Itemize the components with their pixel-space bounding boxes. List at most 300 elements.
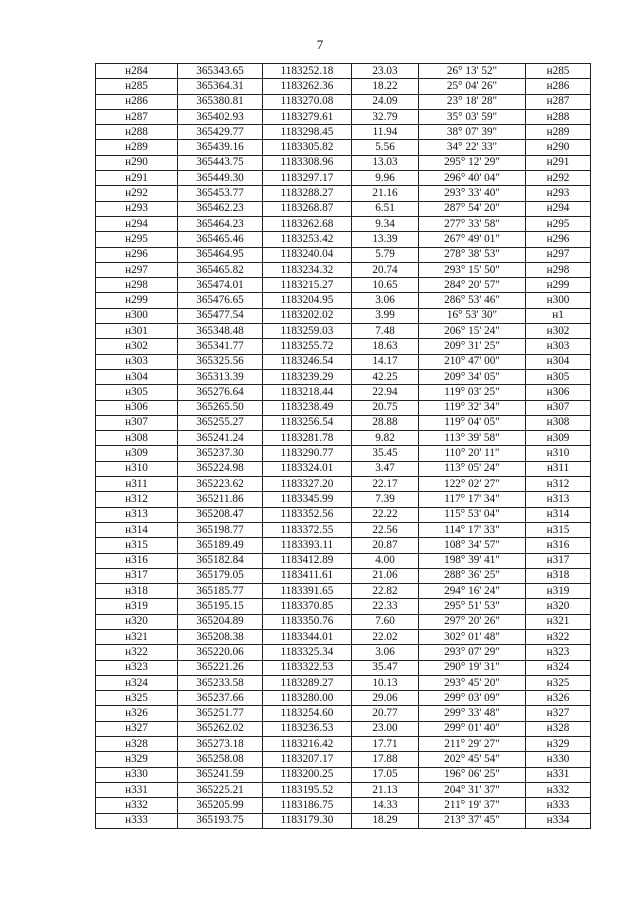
cell-direction-angle: 16° 53' 30" [419,308,526,323]
cell-direction-angle: 38° 07' 39" [419,125,526,140]
cell-coord-y: 1183234.32 [263,262,352,277]
cell-point-to: н296 [526,232,591,247]
cell-point-from: н290 [96,155,178,170]
cell-coord-y: 1183179.30 [263,813,352,828]
cell-coord-y: 1183195.52 [263,782,352,797]
cell-coord-x: 365224.98 [178,461,263,476]
cell-point-to: н306 [526,385,591,400]
cell-point-to: н287 [526,94,591,109]
cell-point-to: н312 [526,477,591,492]
cell-distance: 21.13 [352,782,419,797]
cell-point-to: н291 [526,155,591,170]
cell-distance: 23.03 [352,64,419,79]
cell-coord-x: 365449.30 [178,171,263,186]
cell-coord-x: 365364.31 [178,79,263,94]
cell-point-to: н293 [526,186,591,201]
cell-distance: 29.06 [352,691,419,706]
table-row [96,186,591,201]
cell-point-from: н297 [96,262,178,277]
cell-direction-angle: 210° 47' 00" [419,354,526,369]
table-row [96,767,591,782]
cell-point-to: н326 [526,691,591,706]
cell-coord-x: 365273.18 [178,737,263,752]
coordinates-table-body [96,64,591,829]
cell-coord-x: 365348.48 [178,324,263,339]
cell-distance: 3.99 [352,308,419,323]
table-row [96,431,591,446]
table-row [96,507,591,522]
cell-direction-angle: 108° 34' 57" [419,538,526,553]
table-row [96,538,591,553]
cell-distance: 21.16 [352,186,419,201]
cell-direction-angle: 119° 32' 34" [419,400,526,415]
cell-coord-y: 1183254.60 [263,706,352,721]
cell-coord-x: 365380.81 [178,94,263,109]
cell-distance: 17.88 [352,752,419,767]
cell-coord-y: 1183393.11 [263,538,352,553]
table-row [96,125,591,140]
cell-point-from: н330 [96,767,178,782]
cell-point-to: н328 [526,721,591,736]
cell-distance: 22.33 [352,599,419,614]
cell-coord-y: 1183262.36 [263,79,352,94]
cell-coord-x: 365251.77 [178,706,263,721]
cell-distance: 5.79 [352,247,419,262]
cell-coord-y: 1183238.49 [263,400,352,415]
cell-coord-x: 365262.02 [178,721,263,736]
cell-point-from: н329 [96,752,178,767]
cell-direction-angle: 299° 03' 09" [419,691,526,706]
cell-coord-x: 365453.77 [178,186,263,201]
cell-coord-x: 365241.24 [178,431,263,446]
cell-direction-angle: 299° 01' 40" [419,721,526,736]
cell-coord-x: 365464.23 [178,216,263,231]
cell-point-from: н320 [96,614,178,629]
cell-coord-x: 365343.65 [178,64,263,79]
cell-point-from: н301 [96,324,178,339]
cell-point-to: н295 [526,216,591,231]
cell-point-to: н324 [526,660,591,675]
cell-distance: 3.06 [352,645,419,660]
cell-distance: 7.60 [352,614,419,629]
cell-coord-y: 1183240.04 [263,247,352,262]
cell-point-from: н309 [96,446,178,461]
cell-distance: 9.96 [352,171,419,186]
cell-coord-x: 365465.82 [178,262,263,277]
cell-point-from: н294 [96,216,178,231]
cell-coord-x: 365189.49 [178,538,263,553]
cell-coord-x: 365208.47 [178,507,263,522]
cell-distance: 22.94 [352,385,419,400]
cell-coord-y: 1183325.34 [263,645,352,660]
cell-direction-angle: 297° 20' 26" [419,614,526,629]
cell-point-to: н327 [526,706,591,721]
cell-direction-angle: 119° 04' 05" [419,415,526,430]
cell-coord-x: 365465.46 [178,232,263,247]
cell-direction-angle: 209° 31' 25" [419,339,526,354]
cell-coord-y: 1183216.42 [263,737,352,752]
cell-coord-y: 1183308.96 [263,155,352,170]
cell-point-from: н288 [96,125,178,140]
cell-point-to: н334 [526,813,591,828]
cell-coord-x: 365402.93 [178,109,263,124]
table-row [96,339,591,354]
cell-point-from: н307 [96,415,178,430]
cell-coord-x: 365325.56 [178,354,263,369]
table-row [96,721,591,736]
cell-point-to: н292 [526,171,591,186]
cell-point-from: н289 [96,140,178,155]
cell-distance: 28.88 [352,415,419,430]
cell-coord-x: 365237.30 [178,446,263,461]
cell-coord-x: 365443.75 [178,155,263,170]
cell-direction-angle: 302° 01' 48" [419,629,526,644]
cell-point-from: н324 [96,675,178,690]
cell-point-from: н325 [96,691,178,706]
cell-coord-x: 365276.64 [178,385,263,400]
cell-point-from: н293 [96,201,178,216]
cell-distance: 10.65 [352,278,419,293]
table-row [96,140,591,155]
cell-point-from: н286 [96,94,178,109]
table-row [96,675,591,690]
cell-coord-y: 1183305.82 [263,140,352,155]
cell-point-from: н284 [96,64,178,79]
cell-point-from: н322 [96,645,178,660]
cell-point-to: н298 [526,262,591,277]
cell-coord-x: 365211.86 [178,492,263,507]
cell-coord-y: 1183268.87 [263,201,352,216]
cell-point-to: н294 [526,201,591,216]
cell-point-from: н298 [96,278,178,293]
table-row [96,64,591,79]
cell-point-from: н308 [96,431,178,446]
cell-distance: 7.39 [352,492,419,507]
cell-point-from: н311 [96,477,178,492]
table-row [96,752,591,767]
cell-direction-angle: 206° 15' 24" [419,324,526,339]
table-row [96,522,591,537]
cell-coord-y: 1183259.03 [263,324,352,339]
cell-coord-y: 1183252.18 [263,64,352,79]
cell-distance: 22.17 [352,477,419,492]
cell-direction-angle: 202° 45' 54" [419,752,526,767]
cell-distance: 17.71 [352,737,419,752]
cell-point-from: н314 [96,522,178,537]
cell-coord-y: 1183370.85 [263,599,352,614]
table-row [96,660,591,675]
cell-direction-angle: 122° 02' 27" [419,477,526,492]
cell-coord-x: 365439.16 [178,140,263,155]
cell-point-from: н313 [96,507,178,522]
cell-point-to: н316 [526,538,591,553]
table-row [96,691,591,706]
cell-coord-y: 1183297.17 [263,171,352,186]
cell-coord-x: 365265.50 [178,400,263,415]
cell-coord-x: 365255.27 [178,415,263,430]
cell-coord-y: 1183253.42 [263,232,352,247]
table-row [96,629,591,644]
cell-coord-y: 1183204.95 [263,293,352,308]
cell-coord-y: 1183391.65 [263,584,352,599]
cell-coord-x: 365476.65 [178,293,263,308]
cell-direction-angle: 294° 16' 24" [419,584,526,599]
cell-point-to: н309 [526,431,591,446]
cell-distance: 21.06 [352,568,419,583]
table-row [96,568,591,583]
cell-coord-y: 1183280.00 [263,691,352,706]
table-row [96,216,591,231]
cell-direction-angle: 293° 45' 20" [419,675,526,690]
cell-distance: 35.47 [352,660,419,675]
table-row [96,415,591,430]
cell-point-to: н307 [526,400,591,415]
cell-coord-y: 1183298.45 [263,125,352,140]
cell-direction-angle: 196° 06' 25" [419,767,526,782]
cell-coord-x: 365474.01 [178,278,263,293]
cell-point-from: н332 [96,798,178,813]
cell-distance: 32.79 [352,109,419,124]
cell-direction-angle: 284° 20' 57" [419,278,526,293]
cell-distance: 13.03 [352,155,419,170]
cell-direction-angle: 293° 07' 29" [419,645,526,660]
cell-point-from: н312 [96,492,178,507]
table-row [96,293,591,308]
cell-distance: 10.13 [352,675,419,690]
cell-direction-angle: 35° 03' 59" [419,109,526,124]
cell-coord-x: 365193.75 [178,813,263,828]
cell-point-to: н310 [526,446,591,461]
cell-point-from: н306 [96,400,178,415]
cell-coord-y: 1183411.61 [263,568,352,583]
table-row [96,369,591,384]
table-row [96,813,591,828]
table-row [96,171,591,186]
cell-distance: 20.77 [352,706,419,721]
table-row [96,155,591,170]
cell-point-from: н302 [96,339,178,354]
table-row [96,477,591,492]
cell-point-to: н313 [526,492,591,507]
cell-coord-y: 1183322.53 [263,660,352,675]
cell-point-to: н286 [526,79,591,94]
cell-direction-angle: 211° 19' 37" [419,798,526,813]
cell-coord-y: 1183255.72 [263,339,352,354]
cell-direction-angle: 293° 33' 40" [419,186,526,201]
cell-point-to: н303 [526,339,591,354]
table-row [96,782,591,797]
cell-coord-x: 365198.77 [178,522,263,537]
cell-direction-angle: 204° 31' 37" [419,782,526,797]
cell-point-from: н304 [96,369,178,384]
cell-distance: 18.22 [352,79,419,94]
cell-point-to: н320 [526,599,591,614]
cell-distance: 22.02 [352,629,419,644]
cell-point-from: н319 [96,599,178,614]
cell-point-from: н331 [96,782,178,797]
cell-coord-x: 365223.62 [178,477,263,492]
cell-direction-angle: 286° 53' 46" [419,293,526,308]
cell-coord-y: 1183246.54 [263,354,352,369]
cell-coord-x: 365477.54 [178,308,263,323]
cell-coord-x: 365205.99 [178,798,263,813]
cell-point-from: н296 [96,247,178,262]
cell-direction-angle: 209° 34' 05" [419,369,526,384]
cell-coord-x: 365429.77 [178,125,263,140]
cell-direction-angle: 114° 17' 33" [419,522,526,537]
table-row [96,324,591,339]
cell-distance: 20.87 [352,538,419,553]
cell-point-from: н291 [96,171,178,186]
cell-direction-angle: 296° 40' 04" [419,171,526,186]
table-row [96,446,591,461]
cell-coord-y: 1183215.27 [263,278,352,293]
cell-coord-y: 1183262.68 [263,216,352,231]
cell-point-to: н330 [526,752,591,767]
cell-coord-x: 365313.39 [178,369,263,384]
cell-point-from: н310 [96,461,178,476]
cell-point-to: н300 [526,293,591,308]
cell-point-from: н292 [96,186,178,201]
cell-coord-x: 365195.15 [178,599,263,614]
cell-point-to: н308 [526,415,591,430]
cell-coord-x: 365204.89 [178,614,263,629]
table-row [96,201,591,216]
table-row [96,706,591,721]
cell-point-from: н299 [96,293,178,308]
cell-coord-x: 365241.59 [178,767,263,782]
cell-coord-y: 1183281.78 [263,431,352,446]
cell-point-from: н333 [96,813,178,828]
cell-distance: 6.51 [352,201,419,216]
table-row [96,614,591,629]
cell-coord-y: 1183200.25 [263,767,352,782]
cell-point-to: н332 [526,782,591,797]
cell-coord-y: 1183350.76 [263,614,352,629]
cell-coord-x: 365341.77 [178,339,263,354]
cell-point-to: н311 [526,461,591,476]
cell-distance: 22.56 [352,522,419,537]
cell-direction-angle: 267° 49' 01" [419,232,526,247]
cell-coord-y: 1183372.55 [263,522,352,537]
cell-coord-y: 1183256.54 [263,415,352,430]
cell-distance: 14.33 [352,798,419,813]
cell-point-to: н333 [526,798,591,813]
cell-point-from: н318 [96,584,178,599]
table-row [96,385,591,400]
cell-coord-y: 1183289.27 [263,675,352,690]
cell-coord-x: 365221.26 [178,660,263,675]
page-number: 7 [316,37,324,52]
cell-point-to: н289 [526,125,591,140]
cell-coord-x: 365179.05 [178,568,263,583]
cell-coord-x: 365225.21 [178,782,263,797]
cell-distance: 9.34 [352,216,419,231]
table-row [96,400,591,415]
cell-distance: 14.17 [352,354,419,369]
cell-coord-y: 1183207.17 [263,752,352,767]
cell-coord-y: 1183290.77 [263,446,352,461]
table-row [96,94,591,109]
cell-direction-angle: 211° 29' 27" [419,737,526,752]
cell-direction-angle: 299° 33' 48" [419,706,526,721]
cell-coord-x: 365462.23 [178,201,263,216]
cell-coord-x: 365220.06 [178,645,263,660]
cell-distance: 17.05 [352,767,419,782]
table-row [96,79,591,94]
table-row [96,247,591,262]
cell-point-to: н285 [526,64,591,79]
cell-coord-y: 1183412.89 [263,553,352,568]
cell-direction-angle: 26° 13' 52" [419,64,526,79]
cell-point-to: н319 [526,584,591,599]
table-row [96,584,591,599]
cell-coord-y: 1183279.61 [263,109,352,124]
cell-coord-y: 1183344.01 [263,629,352,644]
table-row [96,109,591,124]
cell-coord-x: 365208.38 [178,629,263,644]
cell-point-from: н287 [96,109,178,124]
cell-coord-y: 1183345.99 [263,492,352,507]
cell-direction-angle: 198° 39' 41" [419,553,526,568]
cell-direction-angle: 119° 03' 25" [419,385,526,400]
cell-point-to: н302 [526,324,591,339]
cell-direction-angle: 113° 39' 58" [419,431,526,446]
cell-point-to: н305 [526,369,591,384]
cell-coord-y: 1183270.08 [263,94,352,109]
cell-point-to: н299 [526,278,591,293]
table-row [96,262,591,277]
cell-coord-y: 1183239.29 [263,369,352,384]
cell-direction-angle: 278° 38' 53" [419,247,526,262]
cell-coord-x: 365182.84 [178,553,263,568]
table-row [96,553,591,568]
cell-point-to: н325 [526,675,591,690]
cell-point-to: н318 [526,568,591,583]
cell-point-to: н290 [526,140,591,155]
cell-coord-y: 1183327.20 [263,477,352,492]
cell-distance: 3.06 [352,293,419,308]
table-row [96,461,591,476]
cell-direction-angle: 115° 53' 04" [419,507,526,522]
cell-point-to: н329 [526,737,591,752]
cell-direction-angle: 277° 33' 58" [419,216,526,231]
cell-point-from: н300 [96,308,178,323]
table-row [96,492,591,507]
cell-coord-x: 365185.77 [178,584,263,599]
cell-direction-angle: 110° 20' 11" [419,446,526,461]
cell-direction-angle: 295° 12' 29" [419,155,526,170]
cell-direction-angle: 288° 36' 25" [419,568,526,583]
cell-coord-y: 1183236.53 [263,721,352,736]
cell-distance: 23.00 [352,721,419,736]
cell-direction-angle: 287° 54' 20" [419,201,526,216]
table-row [96,278,591,293]
cell-point-from: н317 [96,568,178,583]
cell-point-to: н297 [526,247,591,262]
cell-distance: 42.25 [352,369,419,384]
cell-distance: 18.63 [352,339,419,354]
cell-point-to: н1 [526,308,591,323]
cell-distance: 35.45 [352,446,419,461]
cell-coord-y: 1183186.75 [263,798,352,813]
cell-direction-angle: 23° 18' 28" [419,94,526,109]
cell-point-from: н315 [96,538,178,553]
table-row [96,308,591,323]
cell-distance: 4.00 [352,553,419,568]
cell-distance: 11.94 [352,125,419,140]
cell-point-to: н322 [526,629,591,644]
